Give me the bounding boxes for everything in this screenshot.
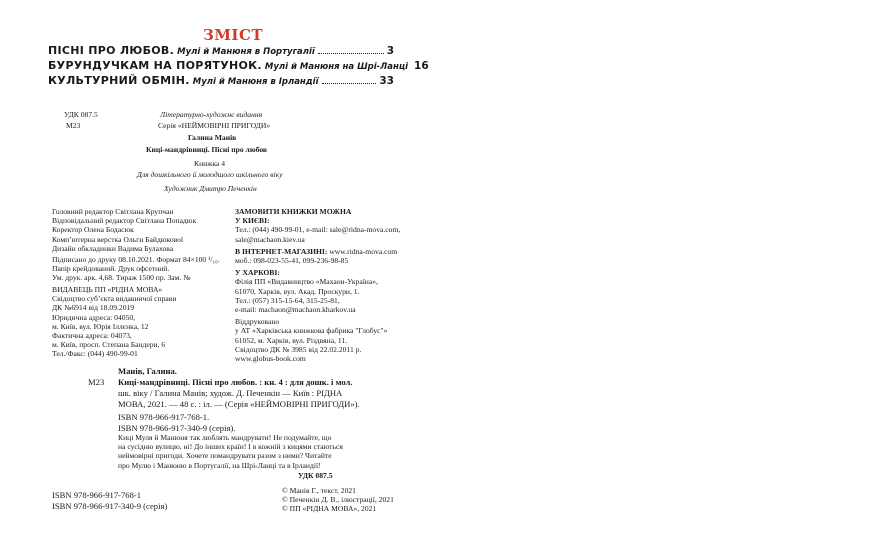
- annotation-line: Киці Муля й Манюня так люблять мандрувати! Не подумайте, що: [118, 433, 332, 442]
- printed-line: 61052, м. Харків, вул. Рiздвяна, 11.: [235, 335, 348, 345]
- annotation-line: неймовірні пригоди. Хочете помандрувати разом з ними? Читайте: [118, 451, 332, 461]
- toc-entry-subtitle: Мулі й Манюня в Ірландії: [192, 77, 319, 87]
- catalog-author: Манів, Галина.: [118, 366, 177, 376]
- printed-line: Віддруковано: [235, 317, 280, 327]
- udk-code: УДК 087.5: [64, 110, 98, 119]
- catalog-udk: УДК 087.5: [298, 471, 333, 480]
- staff-line: Коректор Олена Бодасюк: [52, 225, 134, 235]
- toc-entry-subtitle: Мулі й Манюня на Шрі-Ланці: [264, 62, 409, 72]
- toc-entry[interactable]: [48, 74, 394, 87]
- print-info: [52, 255, 220, 283]
- staff-line: Комп’ютерна верстка Ольги Байдюкової: [52, 234, 184, 244]
- toc-entry-subtitle: Мулі й Манюня в Португалії: [177, 47, 315, 57]
- kharkiv-line: Філія ПП «Видавництво «Махаон-Україна»,: [235, 277, 378, 287]
- isbn-line: ISBN 978-966-917-768-1: [52, 490, 142, 500]
- publisher-line: ВИДАВЕЦЬ ПП «РІДНА МОВА»: [52, 285, 163, 294]
- publisher-line: Юридична адреса: 04050,: [52, 312, 136, 322]
- catalog-line: [118, 377, 360, 388]
- kharkiv-label: У ХАРКОВІ:: [235, 268, 280, 278]
- publisher-line: Свідоцтво суб’єкта видавничої справи: [52, 294, 177, 304]
- toc-entry-title: КУЛЬТУРНИЙ ОБМІН.: [48, 74, 190, 87]
- copyright-line: © Манів Г., текст, 2021: [282, 486, 356, 495]
- online-line: [235, 247, 400, 256]
- printed-line: Свідоцтво ДК № 3985 від 22.02.2011 р.: [235, 344, 362, 354]
- catalog-description: [118, 377, 360, 434]
- orders-info: [235, 207, 400, 363]
- toc-entry-title: БУРУНДУЧКАМ НА ПОРЯТУНОК.: [48, 59, 262, 72]
- catalog-line: шк. віку / Галина Манів; худож. Д. Печенкін — Київ : РІДНА: [118, 388, 343, 398]
- printed-line: www.globus-book.com: [235, 354, 306, 364]
- catalog-line: МОВА, 2021. — 48 с. : іл. — (Серія «НЕЙМОВІРНІ ПРИГОДИ»).: [118, 399, 360, 409]
- staff-line: Відповідальний редактор Світлана Попадюк: [52, 216, 197, 226]
- online-phone: моб.: 098-023-55-41, 099-236-98-85: [235, 256, 349, 266]
- illustrator: Художник Дмитро Печенкін: [164, 184, 257, 193]
- kharkiv-line: e-mail: machaon@machaon.kharkov.ua: [235, 305, 356, 315]
- audience: Для дошкільного й молодшого шкільного віку: [137, 170, 283, 179]
- toc-entry[interactable]: [48, 59, 429, 72]
- author-index: М23: [66, 121, 81, 130]
- isbn-line: ISBN 978-966-917-340-9 (серія): [52, 501, 168, 511]
- toc-title: ЗМІСТ: [203, 26, 264, 44]
- staff-list: [52, 207, 196, 253]
- print-line: Підписано до друку 08.10.2021. Формат 84×100 ¹/₁₆.: [52, 255, 220, 264]
- publisher-line: ДК №6914 від 18.09.2019: [52, 303, 135, 313]
- publisher-line: м. Київ, просп. Степана Бандери, 6: [52, 340, 166, 350]
- toc-entry-title: ПІСНІ ПРО ЛЮБОВ.: [48, 44, 175, 57]
- kharkiv-line: 61070, Харків, вул. Акад. Проскури, 1.: [235, 286, 360, 296]
- kyiv-line: sale@machaon.kiev.ua: [235, 234, 305, 244]
- toc-leader: [318, 53, 384, 54]
- staff-line: Головний редактор Світлана Крупчан: [52, 207, 174, 216]
- online-url[interactable]: www.ridna-mova.com: [327, 246, 398, 256]
- toc-entry-page: 3: [386, 45, 394, 57]
- toc-leader: [322, 83, 377, 84]
- publisher-line: м. Київ, вул. Юрія Іллєнка, 12: [52, 321, 149, 331]
- kyiv-label: У КИЄВІ:: [235, 216, 270, 226]
- print-line: Ум. друк. арк. 4,68. Тираж 1500 пр. Зам. №: [52, 273, 191, 283]
- staff-line: Дизайн обкладинки Вадима Булахова: [52, 243, 174, 253]
- annotation-line: про Мулю і Манюню в Португалії, на Шрі-Ланці та в Ірландії!: [118, 460, 321, 470]
- series: Серія «НЕЙМОВІРНІ ПРИГОДИ»: [158, 121, 271, 130]
- catalog-isbn: ISBN 978-966-917-768-1.: [118, 412, 210, 422]
- author-name: Галина Манів: [188, 133, 237, 142]
- book-number: Книжка 4: [194, 159, 226, 168]
- online-label: В ІНТЕРНЕТ-МАГАЗИНІ:: [235, 246, 328, 256]
- publisher-line: Тел./Факс: (044) 490-99-01: [52, 349, 138, 359]
- genre: Літературно-художнє видання: [160, 110, 263, 119]
- toc-entry-page: 33: [379, 75, 394, 87]
- annotation-line: на сусідню вулицю, ні! До інших країн! І в кожній з кицями стаються: [118, 442, 343, 452]
- toc-entry[interactable]: [48, 44, 394, 57]
- book-title: Киці-мандрівниці. Пісні про любов: [146, 145, 268, 154]
- catalog-index: М23: [88, 377, 105, 387]
- toc-entry-page: 16: [414, 60, 429, 72]
- catalog-isbn: ISBN 978-966-917-340-9 (серія).: [118, 423, 236, 433]
- print-line: Папір крейдований. Друк офсетний.: [52, 264, 170, 274]
- publisher-info: [52, 285, 176, 359]
- publisher-line: Фактична адреса: 04073,: [52, 331, 132, 341]
- copyright-line: © Печенкін Д. В., ілюстрації, 2021: [282, 495, 394, 505]
- kharkiv-line: Тел.: (057) 315-15-64, 315-25-81,: [235, 295, 340, 305]
- printed-line: у АТ «Харківська книжкова фабрика "Глобус"»: [235, 326, 388, 336]
- kyiv-line: Тел.: (044) 490-99-01, e-mail: sale@ridna-mova.com,: [235, 225, 401, 235]
- isbn-block: [52, 490, 167, 512]
- catalog-line-text: Киці-мандрівниці. Пісні про любов. : кн. 4 : для дошк. і мол.: [118, 377, 353, 387]
- catalog-annotation: [118, 433, 343, 470]
- copyright-block: [282, 486, 394, 514]
- orders-heading: ЗАМОВИТИ КНИЖКИ МОЖНА: [235, 207, 352, 216]
- copyright-line: © ПП «РІДНА МОВА», 2021: [282, 504, 377, 514]
